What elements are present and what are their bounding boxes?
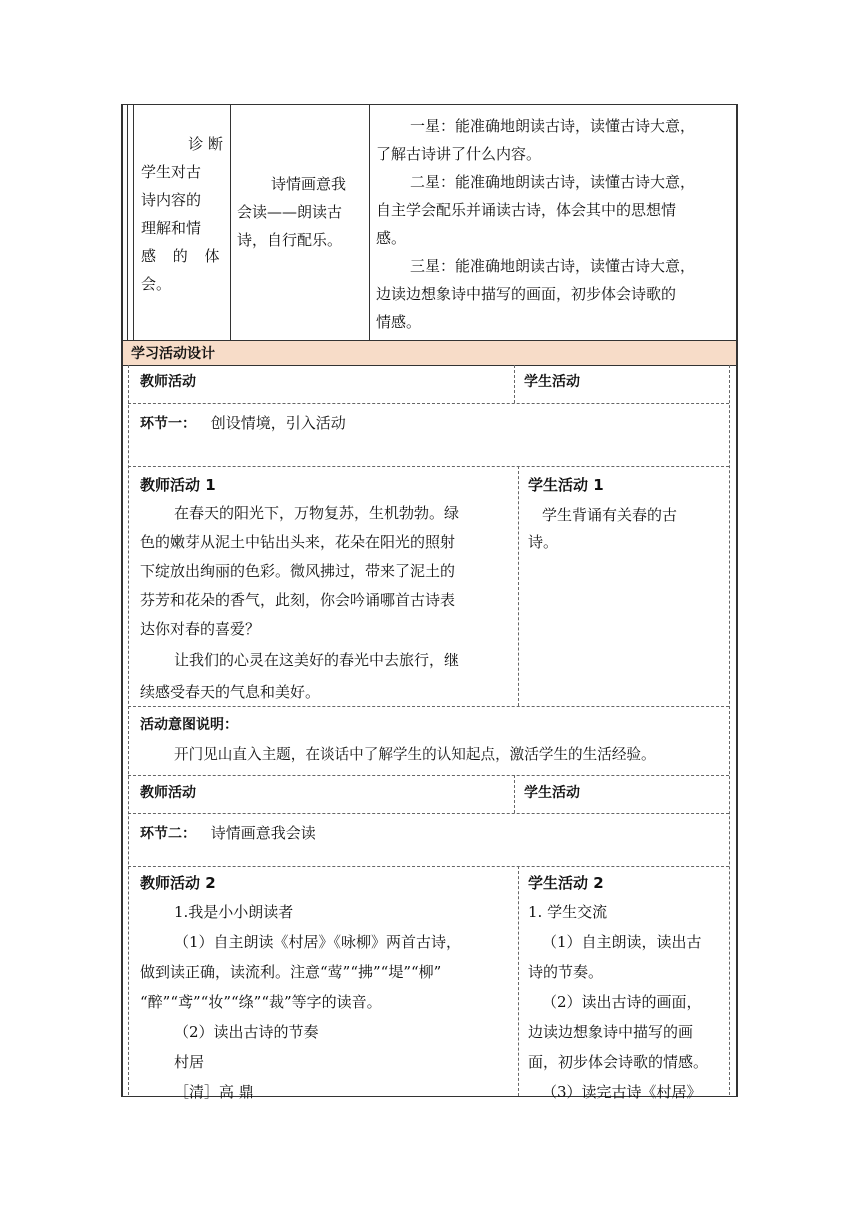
diagnosis-line: 感 的 体 [141,247,226,265]
activity-intent [140,711,726,771]
section-title: 学习活动设计 [131,346,215,362]
teacher-activity-2 [140,869,516,1107]
intent-title: 活动意图说明： [140,717,238,733]
teacher-activity-1 [140,471,516,708]
paragraph-line: （2）读出古诗的画面， [542,993,702,1011]
rubric-line: 感。 [376,229,407,247]
paragraph-line: 达你对春的喜爱？ [140,620,261,638]
diagnosis-line: 理解和情 [141,219,202,237]
paragraph-line: 让我们的心灵在这美好的春光中去旅行，继 [174,651,460,669]
diagnosis-line: 会。 [141,275,172,293]
rubric-line: 了解古诗讲了什么内容。 [376,145,542,163]
stage-two [140,819,316,848]
rubric-line: 一星：能准确地朗读古诗，读懂古诗大意， [410,117,696,135]
student-activity-2 [528,869,728,1107]
stage-one-label: 环节一： [140,416,196,432]
paragraph-line: 在春天的阳光下，万物复苏，生机勃勃。绿 [174,504,460,522]
teacher-activity-header: 教师活动 [140,374,196,390]
activity-line: 诗情画意我 [271,175,347,193]
dashed-row-line [128,775,729,776]
rubric-line: 边读边想象诗中描写的画面，初步体会诗歌的 [376,285,677,303]
rubric-line: 情感。 [376,313,422,331]
dashed-row-line [128,866,729,867]
paragraph-line: 诗的节奏。 [528,963,604,981]
student-activity-1 [528,471,726,553]
dashed-row-line [128,706,729,707]
paragraph-line: 村居 [174,1053,205,1071]
paragraph-line: （2）读出古诗的节奏 [174,1023,319,1041]
intent-text: 开门见山直入主题，在谈话中了解学生的认知起点，激活学生的生活经验。 [174,746,656,763]
diagnosis-line: 诊 断 [188,135,223,153]
col-divider [369,104,370,340]
dashed-col-line [518,466,519,706]
paragraph-line: ［清］高 鼎 [174,1083,254,1101]
paragraph-line: 1.我是小小朗读者 [174,903,294,921]
dashed-left [128,365,129,1095]
teacher-activity-1-title: 教师活动 1 [140,476,216,494]
dashed-row-line [128,403,729,404]
activity-line: 诗，自行配乐。 [237,231,343,249]
activity-line: 会读——朗读古 [237,203,343,221]
paragraph-line: “醉”“鸢”“妆”“绦”“裁”等字的读音。 [140,993,382,1011]
student-activity-header: 学生活动 [524,785,580,801]
rubric-line: 三星：能准确地朗读古诗，读懂古诗大意， [410,257,696,275]
teacher-activity-2-title: 教师活动 2 [140,874,216,892]
paragraph-line: 面，初步体会诗歌的情感。 [528,1053,709,1071]
dashed-right [729,365,730,1095]
paragraph-line: 学生背诵有关春的古 [542,506,678,524]
student-activity-2-title: 学生活动 2 [528,874,604,892]
paragraph-line: 下绽放出绚丽的色彩。微风拂过，带来了泥土的 [140,562,456,580]
paragraph-line: 续感受春天的气息和美好。 [140,683,321,701]
dashed-col-line [518,866,519,1096]
stage-one-text: 创设情境，引入活动 [210,414,346,432]
rubric-line: 二星：能准确地朗读古诗，读懂古诗大意， [410,173,696,191]
paragraph-line: 做到读正确，读流利。注意“莺”“拂”“堤”“柳” [140,963,442,981]
col-divider [230,104,231,340]
paragraph-line: 诗。 [528,533,559,551]
teacher-activity-header: 教师活动 [140,785,196,801]
dashed-col-line [514,775,515,813]
student-activity-header: 学生活动 [524,374,580,390]
frame-inner-line [127,104,128,340]
dashed-col-line [514,365,515,403]
diagnosis-cell [141,130,227,298]
activity-cell [237,170,367,254]
frame-inner-line [133,104,134,340]
rubric-cell [376,112,736,336]
diagnosis-line: 学生对古 [141,163,202,181]
dashed-row-line [128,466,729,467]
stage-two-text: 诗情画意我会读 [210,824,316,842]
dashed-row-line [128,813,729,814]
section-header [123,340,736,366]
paragraph-line: （3）读完古诗《村居》 [542,1083,702,1101]
paragraph-line: （1）自主朗读，读出古 [542,933,702,951]
diagnosis-line: 诗内容的 [141,191,202,209]
paragraph-line: 1. 学生交流 [528,903,608,921]
paragraph-line: 边读边想象诗中描写的画 [528,1023,694,1041]
student-activity-1-title: 学生活动 1 [528,476,604,494]
stage-one [140,409,346,438]
rubric-line: 自主学会配乐并诵读古诗，体会其中的思想情 [376,201,677,219]
paragraph-line: 芬芳和花朵的香气，此刻，你会吟诵哪首古诗表 [140,591,456,609]
stage-two-label: 环节二： [140,826,196,842]
table-top-border [121,104,738,105]
paragraph-line: （1）自主朗读《村居》《咏柳》两首古诗， [174,933,462,951]
paragraph-line: 色的嫩芽从泥土中钻出头来，花朵在阳光的照射 [140,533,456,551]
